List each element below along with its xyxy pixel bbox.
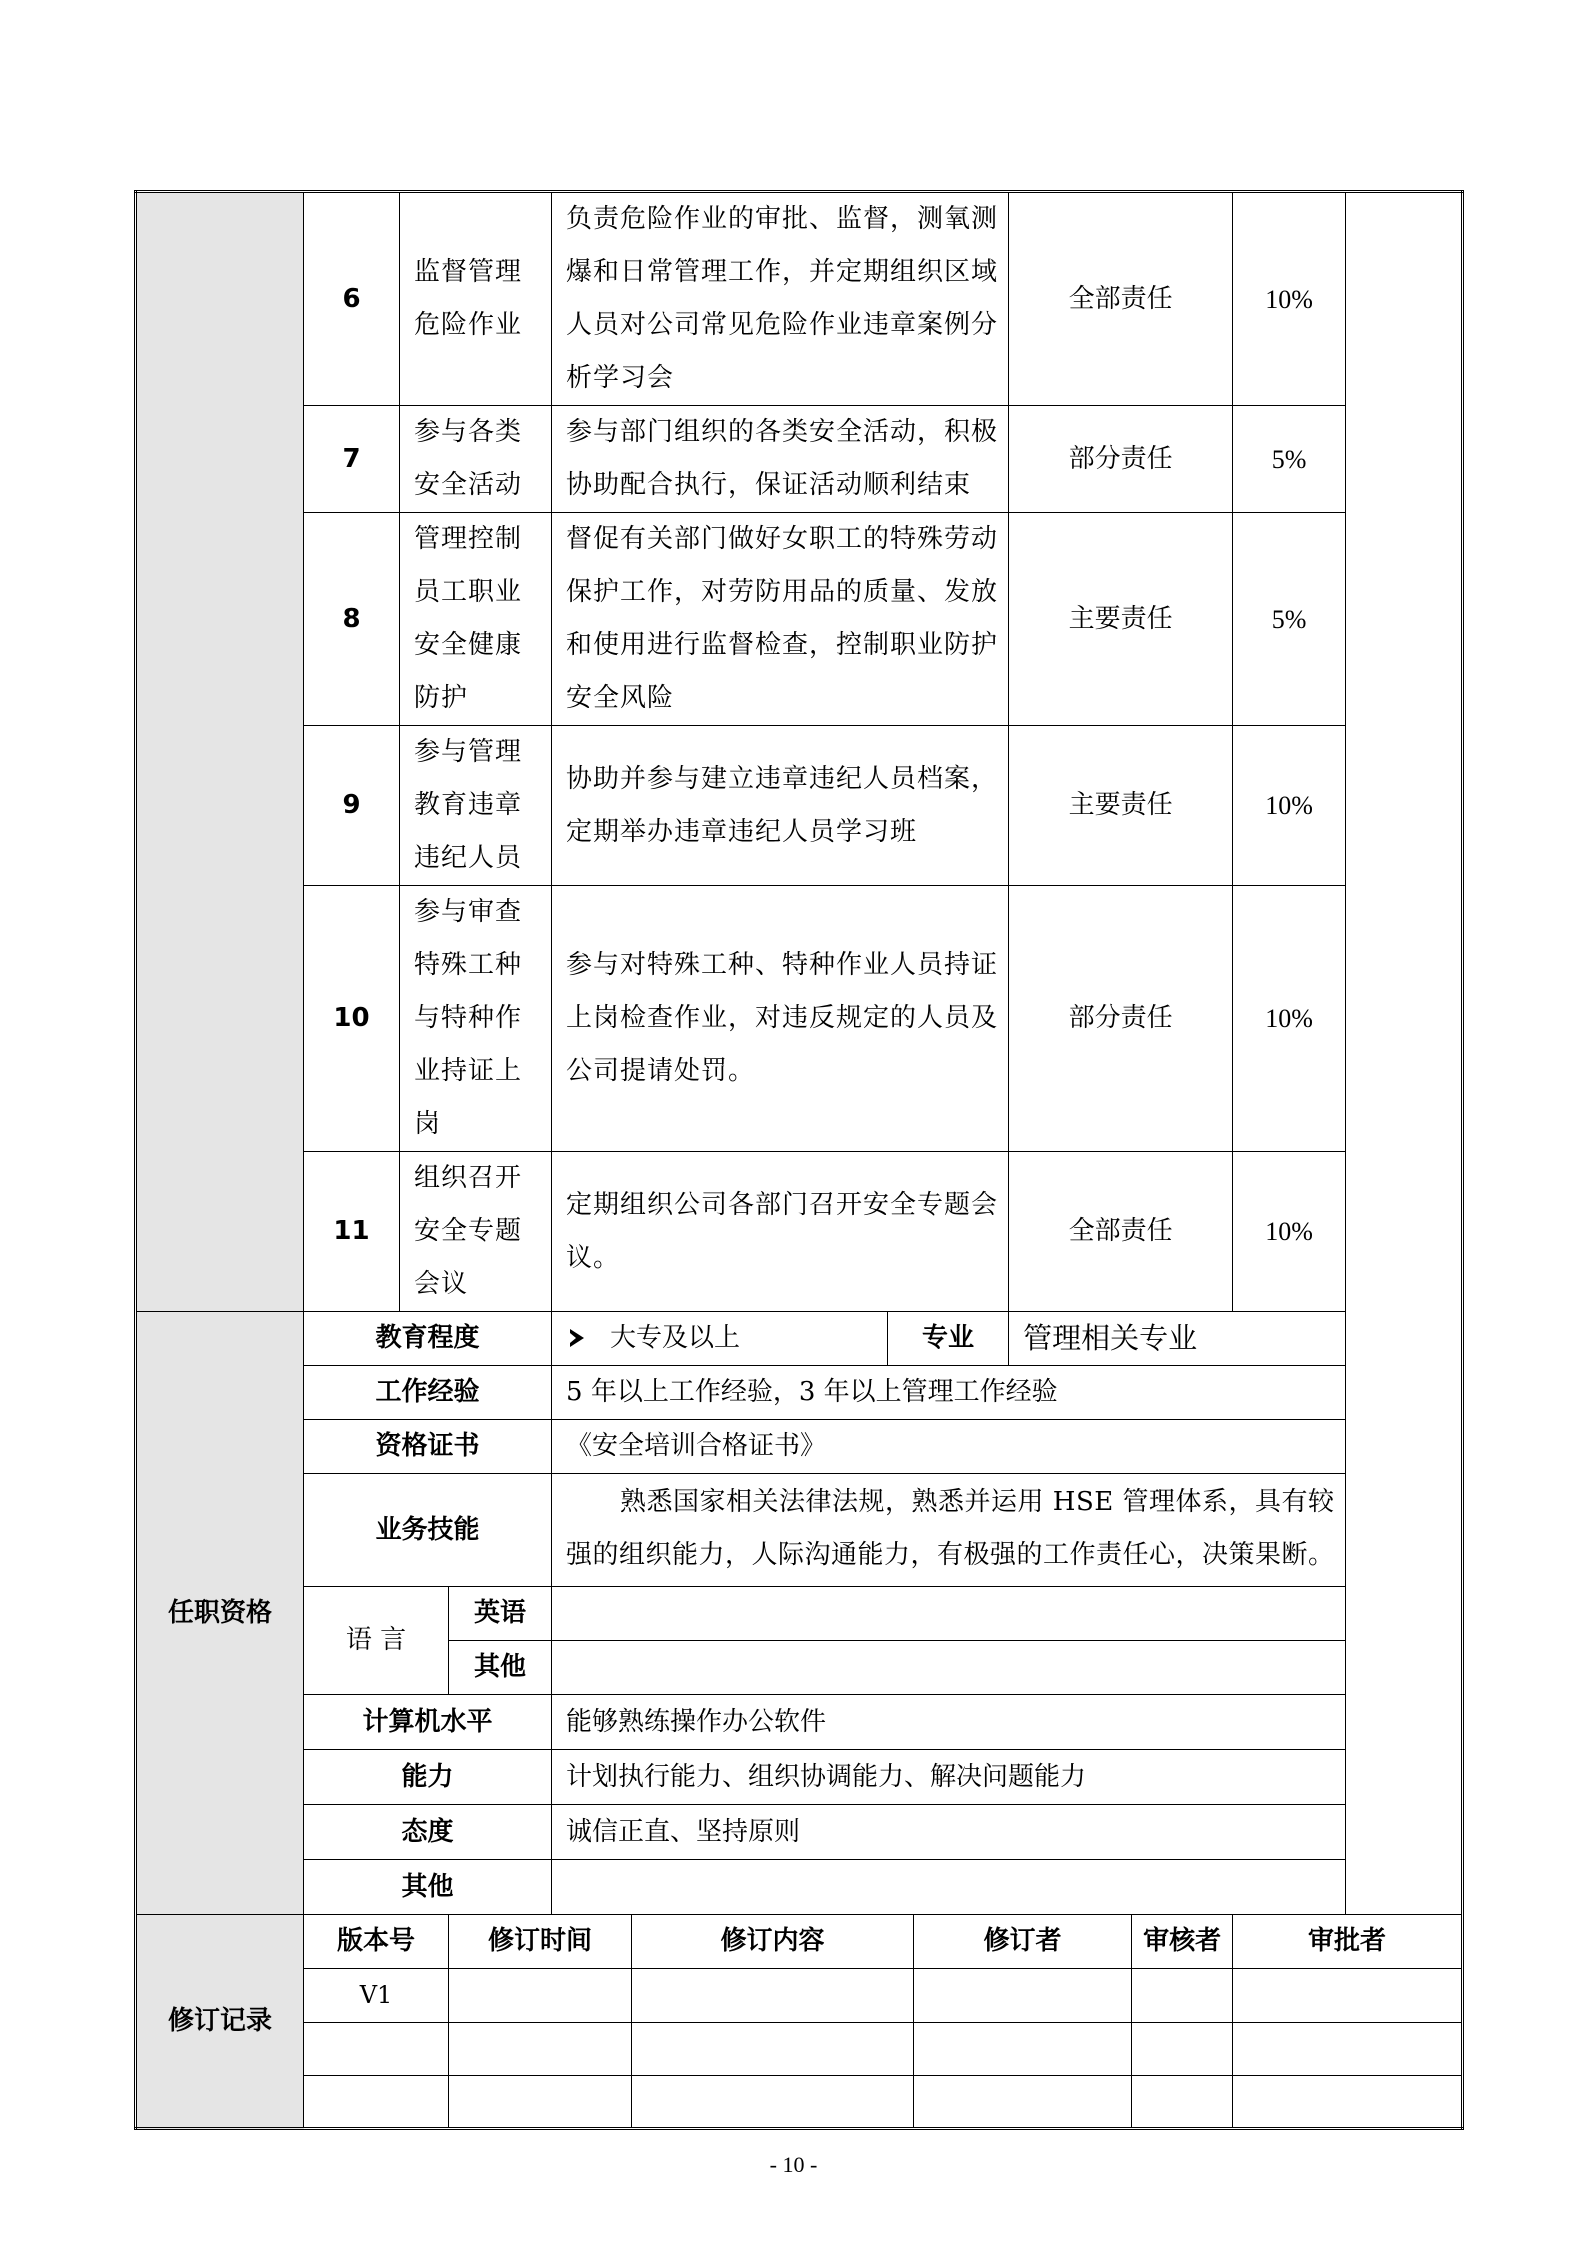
revision-header-reviser: 修订者: [914, 1915, 1132, 1969]
revision-header-reviewer: 审核者: [1132, 1915, 1233, 1969]
computer-label: 计算机水平: [304, 1695, 552, 1750]
revision-header-row: [136, 1915, 1463, 1969]
duty-weight: 10%: [1233, 1152, 1346, 1312]
revision-header-content: 修订内容: [632, 1915, 914, 1969]
revision-reviewer: [1132, 2023, 1233, 2076]
revision-row: [136, 2023, 1463, 2076]
experience-value: 5 年以上工作经验，3 年以上管理工作经验: [552, 1366, 1346, 1420]
page-number: - 10 -: [769, 2152, 818, 2177]
other-value: [552, 1860, 1346, 1915]
duties-side-cell: [136, 192, 304, 1312]
duty-number: 7: [304, 406, 400, 513]
duty-description: 协助并参与建立违章违纪人员档案，定期举办违章违纪人员学习班: [552, 726, 1009, 886]
duty-row: [136, 192, 1463, 406]
revision-reviser: [914, 2076, 1132, 2129]
revision-version: [304, 2023, 449, 2076]
qualification-row: [136, 1474, 1463, 1587]
revision-version: V1: [304, 1969, 449, 2023]
other-language-value: [552, 1641, 1346, 1695]
duty-weight: 10%: [1233, 886, 1346, 1152]
qualifications-section-label: 任职资格: [136, 1312, 304, 1915]
skills-value: 熟悉国家相关法律法规，熟悉并运用 HSE 管理体系，具有较强的组织能力，人际沟通能力，有极强的工作责任心，决策果断。: [552, 1474, 1346, 1587]
attitude-label: 态度: [304, 1805, 552, 1860]
duty-row: [136, 886, 1463, 1152]
revision-reviser: [914, 2023, 1132, 2076]
revision-content: [632, 2023, 914, 2076]
duty-description: 参与部门组织的各类安全活动，积极协助配合执行，保证活动顺利结束: [552, 406, 1009, 513]
qualification-row: [136, 1587, 1463, 1641]
revision-row: [136, 1969, 1463, 2023]
duty-responsibility: 主要责任: [1009, 513, 1233, 726]
education-value: [552, 1312, 888, 1366]
certificate-value: 《安全培训合格证书》: [552, 1420, 1346, 1474]
job-description-table: [134, 190, 1464, 2130]
revision-reviser: [914, 1969, 1132, 2023]
computer-value: 能够熟练操作办公软件: [552, 1695, 1346, 1750]
revision-header-version: 版本号: [304, 1915, 449, 1969]
duty-description: 负责危险作业的审批、监督，测氧测爆和日常管理工作，并定期组织区域人员对公司常见危险作业违章案例分析学习会: [552, 192, 1009, 406]
revision-section-label: 修订记录: [136, 1915, 304, 2129]
duty-weight: 10%: [1233, 726, 1346, 886]
duty-description: 定期组织公司各部门召开安全专题会议。: [552, 1152, 1009, 1312]
duty-number: 8: [304, 513, 400, 726]
qualification-row: [136, 1420, 1463, 1474]
education-label: 教育程度: [304, 1312, 552, 1366]
major-label: 专业: [888, 1312, 1009, 1366]
revision-approver: [1233, 2076, 1463, 2129]
qualification-row: [136, 1860, 1463, 1915]
duty-row: [136, 1152, 1463, 1312]
duty-responsibility: 部分责任: [1009, 406, 1233, 513]
duty-task: 监督管理危险作业: [400, 192, 552, 406]
english-value: [552, 1587, 1346, 1641]
duty-responsibility: 全部责任: [1009, 1152, 1233, 1312]
duty-responsibility: 部分责任: [1009, 886, 1233, 1152]
duty-row: [136, 726, 1463, 886]
arrow-bullet-icon: [570, 1329, 584, 1347]
duty-number: 10: [304, 886, 400, 1152]
duty-weight: 10%: [1233, 192, 1346, 406]
duty-task: 参与管理教育违章违纪人员: [400, 726, 552, 886]
education-value-text: 大专及以上: [610, 1323, 741, 1353]
duty-row: [136, 513, 1463, 726]
duty-number: 6: [304, 192, 400, 406]
revision-date: [449, 2076, 632, 2129]
duty-task: 组织召开安全专题会议: [400, 1152, 552, 1312]
revision-date: [449, 2023, 632, 2076]
duty-description: 督促有关部门做好女职工的特殊劳动保护工作，对劳防用品的质量、发放和使用进行监督检查，控制职业防护安全风险: [552, 513, 1009, 726]
certificate-label: 资格证书: [304, 1420, 552, 1474]
revision-header-date: 修订时间: [449, 1915, 632, 1969]
duty-task: 参与各类安全活动: [400, 406, 552, 513]
other-language-label: 其他: [449, 1641, 552, 1695]
qualification-row: [136, 1312, 1463, 1366]
revision-row: [136, 2076, 1463, 2129]
duty-weight: 5%: [1233, 406, 1346, 513]
qualification-row: [136, 1750, 1463, 1805]
qualification-row: [136, 1366, 1463, 1420]
other-label: 其他: [304, 1860, 552, 1915]
revision-version: [304, 2076, 449, 2129]
revision-content: [632, 1969, 914, 2023]
duty-weight: 5%: [1233, 513, 1346, 726]
english-label: 英语: [449, 1587, 552, 1641]
duty-row: [136, 406, 1463, 513]
revision-date: [449, 1969, 632, 2023]
attitude-value: 诚信正直、坚持原则: [552, 1805, 1346, 1860]
ability-value: 计划执行能力、组织协调能力、解决问题能力: [552, 1750, 1346, 1805]
experience-label: 工作经验: [304, 1366, 552, 1420]
qualification-row: [136, 1805, 1463, 1860]
language-label: 语 言: [304, 1587, 449, 1695]
ability-label: 能力: [304, 1750, 552, 1805]
revision-header-approver: 审批者: [1233, 1915, 1463, 1969]
revision-approver: [1233, 2023, 1463, 2076]
revision-reviewer: [1132, 2076, 1233, 2129]
duty-number: 11: [304, 1152, 400, 1312]
duty-responsibility: 全部责任: [1009, 192, 1233, 406]
duty-task: 管理控制员工职业安全健康防护: [400, 513, 552, 726]
duty-task: 参与审查特殊工种与特种作业持证上岗: [400, 886, 552, 1152]
revision-content: [632, 2076, 914, 2129]
major-value: 管理相关专业: [1009, 1312, 1346, 1366]
duty-responsibility: 主要责任: [1009, 726, 1233, 886]
revision-approver: [1233, 1969, 1463, 2023]
skills-label: 业务技能: [304, 1474, 552, 1587]
revision-reviewer: [1132, 1969, 1233, 2023]
duty-description: 参与对特殊工种、特种作业人员持证上岗检查作业，对违反规定的人员及公司提请处罚。: [552, 886, 1009, 1152]
qualification-row: [136, 1695, 1463, 1750]
duty-number: 9: [304, 726, 400, 886]
